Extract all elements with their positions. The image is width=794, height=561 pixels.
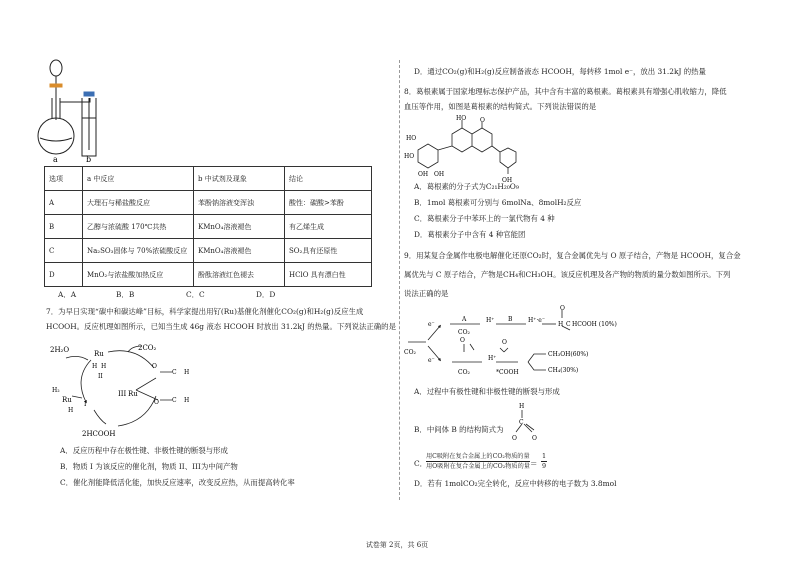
puerarin-structure — [404, 114, 534, 184]
table-row — [45, 239, 372, 263]
q9-option-c-prefix[interactable]: C． — [414, 459, 428, 468]
page-footer: 试卷第 2页，共 6页 — [365, 541, 429, 549]
cycle-arrow-left — [81, 360, 91, 402]
o-label: O — [480, 117, 485, 124]
value-denominator: 9 — [542, 462, 547, 470]
ru-top: Ru — [94, 350, 104, 358]
co2-label: CO₂ — [458, 329, 470, 336]
ho-label: HO — [406, 135, 417, 142]
intermediate-a: A — [462, 316, 467, 323]
product-ch3oh: CH₃OH(60%) — [548, 351, 589, 358]
product-ch4: CH₄(30%) — [548, 367, 579, 374]
table-cell: 苯酚钠溶液变浑浊 — [194, 191, 285, 215]
table-cell: 有乙烯生成 — [285, 215, 372, 239]
o-label: O — [560, 305, 565, 312]
liquid-line — [40, 138, 72, 141]
table-header: 结论 — [285, 167, 372, 191]
co2-label: CO₂ — [458, 369, 470, 376]
benzene-ring-a — [452, 128, 472, 152]
table-cell: C — [45, 239, 83, 263]
hplus-label: H⁺ — [488, 355, 497, 362]
q6-choice-d[interactable]: D．D — [256, 290, 276, 299]
table-cell: 大理石与稀盐酸反应 — [83, 191, 194, 215]
dropping-funnel — [50, 60, 62, 76]
table-row — [45, 263, 372, 287]
q7-option-a[interactable]: A．反应历程中存在极性键、非极性键的断裂与形成 — [60, 446, 228, 455]
apparatus-diagram — [20, 58, 100, 164]
oh-label: OH — [418, 171, 429, 178]
table-cell: MnO₂与浓盐酸加热反应 — [83, 263, 194, 287]
upper-branch — [428, 326, 440, 340]
label-a: a — [53, 155, 58, 164]
q8-option-d[interactable]: D．葛根素分子中含有 4 种官能团 — [414, 230, 526, 239]
ru-bond — [72, 396, 82, 398]
table-cell: KMnO₄溶液褪色 — [194, 239, 285, 263]
o-label: O — [502, 339, 507, 346]
table-cell: KMnO₄溶液褪色 — [194, 215, 285, 239]
stopper-b — [84, 92, 94, 96]
branch-up — [528, 354, 546, 362]
h-label: H — [184, 369, 190, 376]
table-header-row — [45, 167, 372, 191]
q7-stem-line1: 7．为早日实现“碳中和碳达峰”目标，科学家提出用钌(Ru)基催化剂催化CO₂(g)和H₂(g)反应生成 — [46, 307, 364, 316]
q7-mechanism-diagram — [46, 338, 216, 438]
table-cell: B — [45, 215, 83, 239]
q8-stem-line2: 血压等作用，如图是葛根素的结构简式。下列说法错误的是 — [404, 102, 597, 111]
q8-option-c[interactable]: C．葛根素分子中苯环上的一氯代物有 4 种 — [414, 214, 555, 223]
ho-label: HO — [456, 115, 467, 122]
e-label: e⁻ — [428, 357, 435, 364]
fraction-numerator: 用C吸附在复合金属上的CO₂物质的量 — [426, 453, 530, 460]
q9-option-a[interactable]: A．过程中有极性键和非极性键的断裂与形成 — [414, 387, 560, 396]
h2-label: H₂ — [52, 387, 60, 394]
c-label: C — [172, 397, 177, 404]
ho-label: HO — [404, 153, 415, 160]
h-label: H — [101, 363, 107, 370]
flask-body — [38, 118, 74, 154]
oh-label: OH — [502, 177, 513, 184]
o-label: O — [152, 363, 157, 370]
pyrone-ring — [472, 128, 492, 152]
stopcock — [50, 84, 62, 87]
hcooh-label: 2HCOOH — [82, 430, 116, 438]
cooh-label: *COOH — [496, 369, 519, 376]
table-cell: A — [45, 191, 83, 215]
q7-option-c[interactable]: C．催化剂能降低活化能，加快反应速率，改变反应热，从而提高转化率 — [60, 478, 295, 487]
ii-label: II — [98, 373, 103, 380]
sugar-ring — [418, 144, 438, 168]
fraction-denominator: 用O吸附在复合金属上的CO₂物质的量 — [426, 463, 530, 470]
phenyl-ring — [492, 146, 516, 168]
q9-stem-line2: 属优先与 C 原子结合，产物是CH₄和CH₃OH。该反应机理及各产物的物质的量分数如图所示。下列 — [404, 270, 731, 279]
c-label: C — [566, 321, 571, 328]
intermediate-b: B — [508, 316, 513, 323]
column-divider — [399, 60, 400, 500]
c-label: C — [172, 369, 177, 376]
cycle-arrow-out — [94, 410, 106, 424]
q8-stem-line1: 8．葛根素属于国家地理标志保护产品，其中含有丰富的葛根素。葛根素具有增强心肌收缩力，降低 — [404, 87, 727, 96]
glycosidic-bond — [438, 146, 452, 150]
q9-option-c-equals: ＝ — [530, 459, 538, 468]
h2o-label: 2H₂O — [50, 346, 70, 354]
product-hcooh: HCOOH (10%) — [572, 321, 617, 328]
ru-right: Ru — [128, 390, 138, 398]
table-cell: 酸性：碳酸>苯酚 — [285, 191, 372, 215]
h-label: H — [68, 407, 74, 414]
formate-bonds — [160, 372, 172, 400]
o-label: O — [512, 435, 517, 442]
cycle-arrow-bottom — [118, 396, 156, 426]
iii-label: III — [118, 390, 127, 398]
q9-stem-line1: 9．用某复合金属作电极电解催化还原CO₂时，复合金属优先与 O 原子结合，产物是 HCOOH，复合金 — [404, 251, 741, 260]
cycle-arrow-top — [108, 351, 154, 368]
table-cell: HClO 具有漂白性 — [285, 263, 372, 287]
q6-choice-b[interactable]: B．B — [116, 290, 135, 299]
q9-option-c-fraction — [426, 452, 530, 471]
q7-option-b[interactable]: B．物质 I 为该反应的催化剂，物质 II、III为中间产物 — [60, 462, 238, 471]
value-numerator: 1 — [542, 452, 547, 460]
table-cell: 乙醇与浓硫酸 170℃共热 — [83, 215, 194, 239]
q7-option-d[interactable]: D．通过CO₂(g)和H₂(g)反应制备液态 HCOOH，每转移 1mol e⁻，放出 31.2kJ 的热量 — [414, 67, 706, 76]
c-label: C — [519, 419, 524, 426]
table-header: b 中试剂及现象 — [194, 167, 285, 191]
o-label: O — [460, 337, 465, 344]
q9-option-c-value — [541, 452, 547, 471]
q9-mechanism-diagram — [404, 304, 617, 384]
h-label: H — [92, 363, 98, 370]
q8-option-b[interactable]: B．1mol 葛根素可分别与 6molNa、8molH₂反应 — [414, 198, 582, 207]
hplus-e-label: H⁺·e⁻ — [528, 317, 546, 324]
iii-bonds — [136, 378, 158, 400]
table-header: 选项 — [45, 167, 83, 191]
table-cell: 酚酞溶液红色褪去 — [194, 263, 285, 287]
h2o-arrow — [66, 356, 88, 360]
h-label: H — [519, 403, 525, 410]
experiment-table — [44, 166, 372, 287]
delivery-tube — [60, 98, 90, 102]
hplus-label: H⁺ — [486, 317, 495, 324]
table-row — [45, 215, 372, 239]
o-label: O — [154, 399, 159, 406]
table-row — [45, 191, 372, 215]
q9-stem-line3: 说法正确的是 — [404, 289, 449, 298]
o-label: O — [532, 435, 537, 442]
q6-choice-c[interactable]: C．C — [186, 290, 205, 299]
table-cell: D — [45, 263, 83, 287]
oh-label: OH — [434, 171, 445, 178]
h-label: H — [184, 397, 190, 404]
h-label: H — [558, 321, 564, 328]
i-label: I — [84, 401, 87, 408]
co2-label: CO₂ — [404, 349, 416, 356]
branch-down — [528, 362, 546, 370]
q6-choice-a[interactable]: A．A — [58, 290, 77, 299]
label-b: b — [86, 155, 92, 164]
table-cell: Na₂SO₃固体与 70%浓硫酸反应 — [83, 239, 194, 263]
q9-option-d[interactable]: D．若有 1molCO₂完全转化，反应中转移的电子数为 3.8mol — [414, 479, 617, 488]
q7-stem-line2: HCOOH。反应机理如图所示，已知当生成 46g 液态 HCOOH 时放出 31.2kJ 的热量。下列说法正确的是 — [46, 322, 396, 331]
intermediate-b-structure — [508, 400, 548, 444]
ru-left: Ru — [62, 396, 72, 404]
co2-label: 2CO₂ — [138, 344, 157, 352]
table-cell: SO₂具有还原性 — [285, 239, 372, 263]
table-header: a 中反应 — [83, 167, 194, 191]
q9-option-b[interactable]: B．中间体 B 的结构简式为 — [414, 425, 504, 434]
e-label: e⁻ — [428, 321, 435, 328]
q8-option-a[interactable]: A．葛根素的分子式为C₂₁H₂₀O₉ — [414, 182, 519, 191]
